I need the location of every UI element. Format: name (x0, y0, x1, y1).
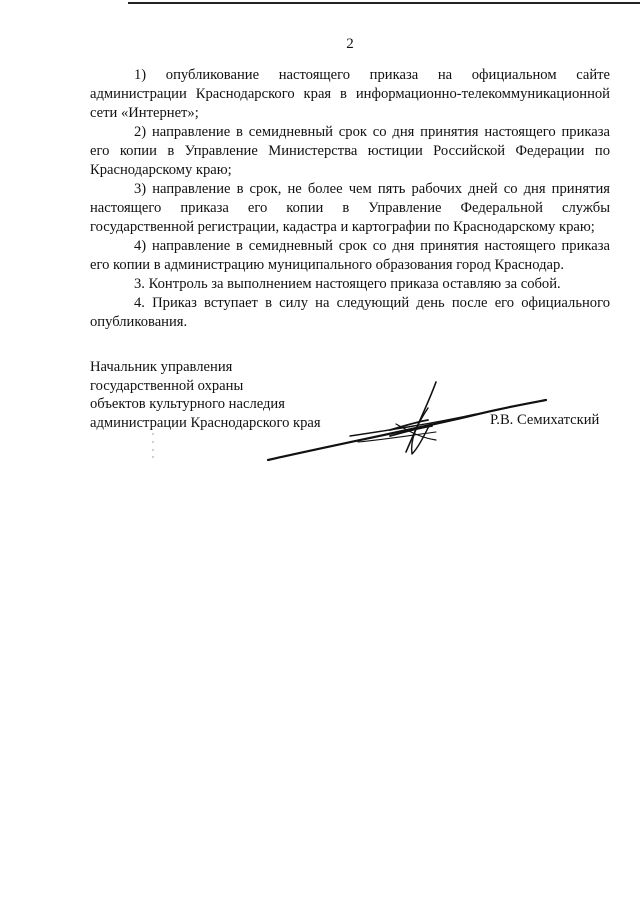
scan-edge-rule (128, 2, 640, 4)
paragraph-control: 3. Контроль за выполнением настоящего приказа оставляю за собой. (134, 276, 561, 292)
signatory-title-line: администрации Краснодарского края (90, 414, 321, 431)
paragraph-registration-service: 3) направление в срок, не более чем пять рабочих дней со дня принятия настоящего приказа его копии в Управление Федеральной службы государственной регистрации, кадастра и картографии по Краснодарскому краю; (90, 181, 610, 235)
scan-specks (150, 430, 156, 460)
signatory-title-line: Начальник управления (90, 359, 233, 375)
paragraph-publication: 1) опубликование настоящего приказа на официальном сайте администрации Краснодарского края в информационно-телекоммуникационной сети «Интернет»; (90, 67, 610, 121)
page-number: 2 (346, 36, 354, 52)
paragraph-justice-ministry: 2) направление в семидневный срок со дня принятия настоящего приказа его копии в Управление Министерства юстиции Российской Федерации по Краснодарскому краю; (90, 124, 610, 178)
order-body (90, 66, 610, 332)
signatory-title-line: объектов культурного наследия (90, 396, 285, 412)
signatory-name: Р.В. Семихатский (490, 412, 600, 428)
paragraph-effective-date: 4. Приказ вступает в силу на следующий день после его официального опубликования. (90, 295, 610, 330)
paragraph-municipal-administration: 4) направление в семидневный срок со дня принятия настоящего приказа его копии в администрацию муниципального образования город Краснодар. (90, 238, 610, 273)
signatory-title-line: государственной охраны (90, 377, 244, 394)
